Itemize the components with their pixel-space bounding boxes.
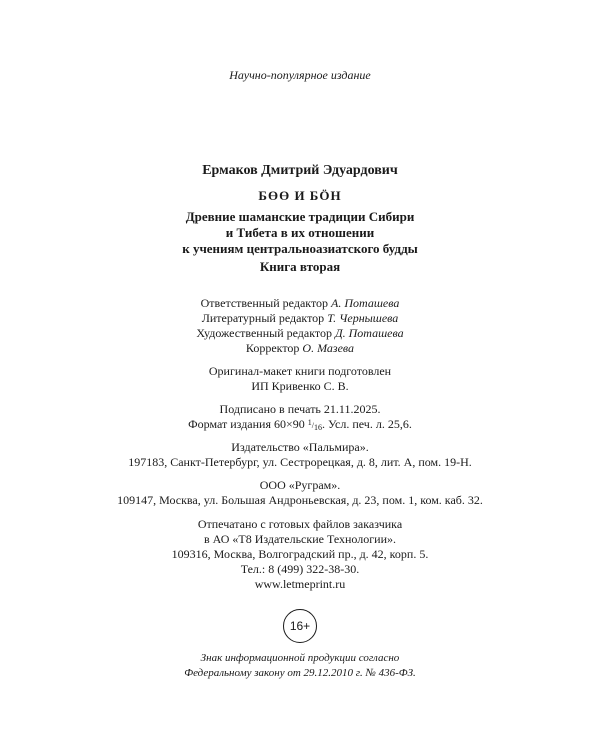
publisher-address: 197183, Санкт-Петербург, ул. Сестрорецкая, д. 8, лит. А, пом. 19-Н. (128, 455, 472, 469)
subtitle-line: и Тибета в их отношении (225, 225, 375, 240)
layout-line: Оригинал-макет книги подготовлен (208, 364, 392, 378)
format-prefix: Формат издания 60×90 (188, 417, 305, 431)
law-notice-line: Знак информационной продукции согласно (200, 652, 400, 664)
credit-line (0, 341, 600, 356)
book-title: БӨӨ И БӦН (258, 188, 342, 203)
credit-role: Художественный редактор (196, 326, 332, 340)
volume-label: Книга вторая (259, 259, 341, 274)
credit-line (0, 296, 600, 311)
format-suffix: . Усл. печ. л. 25,6. (321, 417, 412, 431)
publisher-name: Издательство «Пальмира». (231, 440, 369, 454)
printer-website: www.letmeprint.ru (254, 577, 346, 591)
layout-line: ИП Кривенко С. В. (251, 379, 349, 393)
credit-line (0, 311, 600, 326)
signed-date: Подписано в печать 21.11.2025. (219, 402, 381, 416)
author-name: Ермаков Дмитрий Эдуардович (202, 163, 398, 178)
printer-address: 109316, Москва, Волгоградский пр., д. 42, корп. 5. (171, 547, 429, 561)
credit-role: Ответственный редактор (200, 296, 329, 310)
credit-role: Корректор (245, 341, 300, 355)
credit-line (0, 326, 600, 341)
credit-name: Т. Чернышева (327, 311, 399, 325)
subtitle-line: к учениям центральноазиатского будды (182, 241, 418, 256)
printer-line: в АО «Т8 Издательские Технологии». (203, 532, 397, 546)
credit-role: Литературный редактор (201, 311, 325, 325)
format-fraction: 1/16 (307, 418, 322, 432)
credit-name: О. Мазева (302, 341, 355, 355)
edition-type: Научно-популярное издание (229, 68, 371, 82)
format-line (0, 417, 600, 432)
printer-phone: Тел.: 8 (499) 322-38-30. (240, 562, 360, 576)
credit-name: А. Поташева (331, 296, 400, 310)
credit-name: Д. Поташева (334, 326, 404, 340)
age-rating-badge: 16+ (283, 609, 317, 643)
subtitle-line: Древние шаманские традиции Сибири (185, 209, 415, 224)
law-notice-line: Федеральному закону от 29.12.2010 г. № 436-ФЗ. (184, 667, 416, 679)
rugram-name: ООО «Руграм». (259, 478, 341, 492)
rugram-address: 109147, Москва, ул. Большая Андроньевская, д. 23, пом. 1, ком. каб. 32. (117, 493, 483, 507)
printer-line: Отпечатано с готовых файлов заказчика (197, 517, 403, 531)
